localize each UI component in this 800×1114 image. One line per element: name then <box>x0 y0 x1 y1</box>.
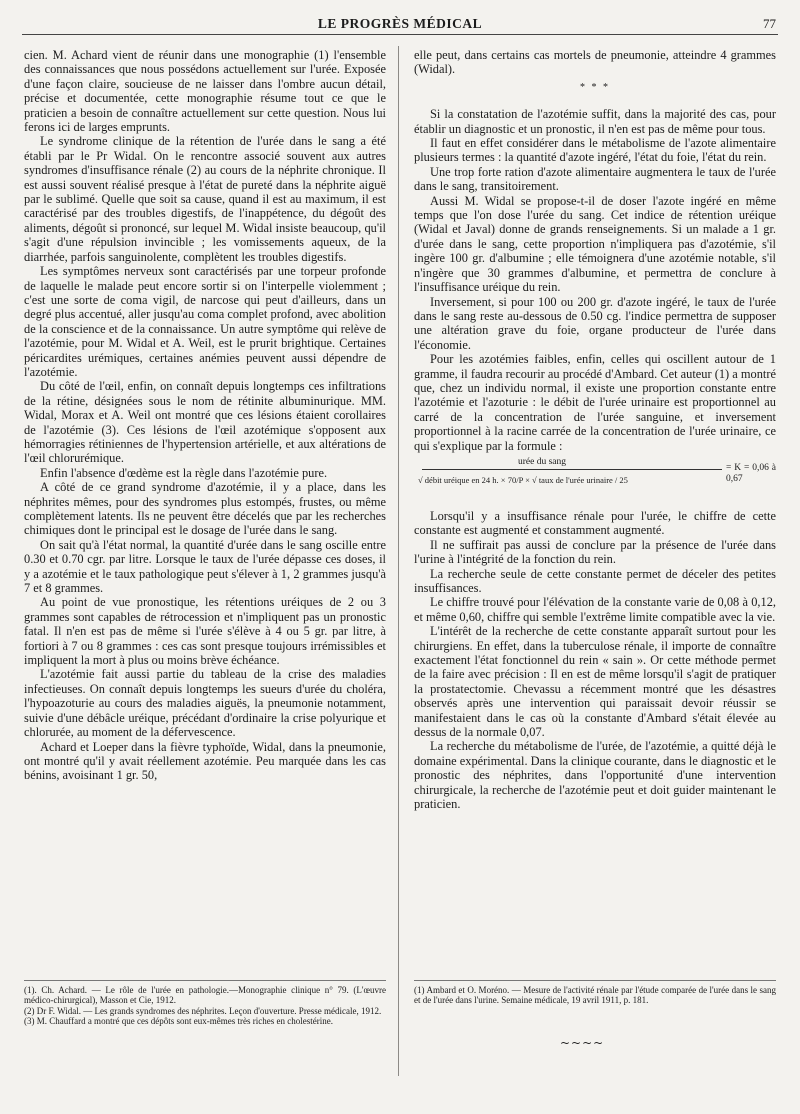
footnote: (1). Ch. Achard. — Le rôle de l'urée en pathologie.—Monographie clinique n° 79. (L'œuvre médico-chirurgical), Masson et Cie, 1912. <box>24 985 386 1006</box>
right-column <box>414 48 776 812</box>
ambard-formula <box>418 457 776 503</box>
footnote: (1) Ambard et O. Moréno. — Mesure de l'activité rénale par l'étude comparée de l'urée dans le sang et de l'urée dans l'urine. Semaine médicale, 19 avril 1911, p. 181. <box>414 985 776 1006</box>
journal-title: LE PROGRÈS MÉDICAL <box>317 16 483 31</box>
paragraph: Si la constatation de l'azotémie suffit, dans la majorité des cas, pour établir un diagnostic et un pronostic, il n'en est pas de même pour tous. <box>414 107 776 136</box>
paragraph: cien. M. Achard vient de réunir dans une monographie (1) l'ensemble des connaissances que nous possédons actuellement sur l'urée. Exposée d'une façon claire, soucieuse de ne laisser dans l'ombre aucun détail, précise et documentée, cette monographie résume tout ce que le praticien a besoin de connaître actuellement sur cette question. Nous lui ferons ici de larges emprunts. <box>24 48 386 135</box>
formula-numerator: urée du sang <box>518 456 567 467</box>
formula-denominator: √ débit uréique en 24 h. × 70/P × √ taux de l'urée urinaire / 25 <box>418 474 628 485</box>
paragraph: Enfin l'absence d'œdème est la règle dans l'azotémie pure. <box>40 465 328 480</box>
paragraph: Aussi M. Widal se propose-t-il de doser l'azote ingéré en même temps que l'on dose l'urée du sang. Cet indice de rétention uréique (Widal et Javal) donne de grands renseignements. Si un malade a 1 gr. d'urée dans le sang, cette proportion n'impliquera pas d'azotémie, s'il ingère 100 gr. d'albumine ; elle témoignera d'une azotémie notable, s'il n'ingère que 30 grammes d'albumine, et permettra de conclure à l'insuffisance uréique du rein. <box>414 193 776 295</box>
footnote: (3) M. Chauffard a montré que ces dépôts sont eux-mêmes très riches en cholestérine. <box>24 1016 333 1027</box>
paragraph: Inversement, si pour 100 ou 200 gr. d'azote ingéré, le taux de l'urée dans le sang reste au-dessous de 0.50 cg. l'indice permettra de supposer une altération grave du foie, organe producteur de l'urée dans l'économie. <box>414 294 776 352</box>
column-divider <box>398 46 399 1076</box>
paragraph: La recherche seule de cette constante permet de déceler des petites insuffisances. <box>414 566 776 595</box>
paragraph: Le chiffre trouvé pour l'élévation de la constante varie de 0,08 à 0,12, et même 0,60, chiffre qui semble l'extrême limite compatible avec la vie. <box>414 595 776 624</box>
left-footnotes <box>24 980 386 1027</box>
end-ornament: ~~~~ <box>560 1036 605 1050</box>
paragraph: Lorsqu'il y a insuffisance rénale pour l'urée, le chiffre de cette constante est augmenté et constamment augmenté. <box>414 508 776 538</box>
paragraph: Du côté de l'œil, enfin, on connaît depuis longtemps ces infiltrations de la rétine, désignées sous le nom de rétinite albuminurique. MM. Widal, Morax et A. Weil ont montré que ces lésions étaient corollaires de l'azotémie (3). Ces lésions de l'œil azotémique s'opposent aux hémorragies rétiniennes de l'hypertension artérielle, et aux altérations de l'œil chlorurémique. <box>24 379 386 466</box>
paragraph: Achard et Loeper dans la fièvre typhoïde, Widal, dans la pneumonie, ont montré qu'il y avait réellement azotémie. Peu marquée dans les cas bénins, avoisinant 1 gr. 50, <box>24 739 386 783</box>
paragraph: Le syndrome clinique de la rétention de l'urée dans le sang a été établi par le Pr Widal. On le rencontre associé souvent aux autres syndromes d'insuffisance rénale (2) au cours de la néphrite chronique. Il est aussi souvent réalisé presque à l'état de pureté dans la néphrite aiguë par le sublimé. Quelle que soit sa cause, quand il est au maximum, il est caractérisé par des troubles digestifs, de l'inappétence, du dégoût des aliments, dégoût si prononcé, sur lequel M. Widal insiste beaucoup, qu'il s'agit d'une répulsion invincible ; les vomissements aqueux, de la diarrhée, parfois sanguinolente, complètent les troubles digestifs. <box>24 134 386 264</box>
paragraph: Les symptômes nerveux sont caractérisés par une torpeur profonde de laquelle le malade peut encore sortir si on l'interpelle violemment ; c'est une sorte de coma vigil, de narcose qui peut d'ailleurs, dans un degré plus accentué, aller jusqu'au coma complet profond, avec abolition de la conscience et de la connaissance. Un autre symptôme qui relève de l'azotémie, pour M. Widal et A. Weil, est le prurit brightique. Certaines péricardites urémiques, certaines anémies peuvent aussi dépendre de l'azotémie. <box>24 264 386 379</box>
page-header <box>22 14 778 35</box>
paragraph: Il faut en effet considérer dans le métabolisme de l'azote alimentaire plusieurs termes : la quantité d'azote ingéré, l'état du foie, l'état du rein. <box>414 136 776 165</box>
paragraph: elle peut, dans certains cas mortels de pneumonie, atteindre 4 grammes (Widal). <box>414 48 776 77</box>
page-number: 77 <box>763 16 776 31</box>
footnote: (2) Dr F. Widal. — Les grands syndromes des néphrites. Leçon d'ouverture. Presse médicale, 1912. <box>24 1005 382 1016</box>
paragraph: L'intérêt de la recherche de cette constante apparaît surtout pour les chirurgiens. En effet, dans la tuberculose rénale, il importe de connaître exactement l'état fonctionnel du rein « sain ». Or cette méthode permet de la faire avec précision : Il en est de même lorsqu'il s'agit de pratiquer la prostatectomie. Chevassu a récemment montré que les désastres observés après une intervention qui paraissait devoir réussir se manifestaient dans le cas où la constante d'Ambard s'était élevée au dessus de la normale 0,07. <box>414 624 776 740</box>
left-column <box>24 48 386 783</box>
formula-result: = K = 0,06 à 0,67 <box>726 462 776 484</box>
section-asterism: * * * <box>580 81 610 93</box>
paragraph: A côté de ce grand syndrome d'azotémie, il y a place, dans les néphrites mêmes, pour des syndromes plus estompés, frustes, ou même complètement latents. Ils ne peuvent être décelés que par les recherches chimiques dont le principal est le dosage de l'urée dans le sang. <box>24 480 386 538</box>
paragraph: L'azotémie fait aussi partie du tableau de la crise des maladies infectieuses. On connaît depuis longtemps les sueurs d'urée du choléra, l'hypoazoturie au cours des maladies aiguës, la pneumonie notamment, suivie d'une débâcle uréique, précédant d'ordinaire la crise polyurique et chlorurée, au moment de la défervescence. <box>24 667 386 740</box>
paragraph: Au point de vue pronostique, les rétentions uréiques de 2 ou 3 grammes sont capables de rétrocession et n'impliquent pas un pronostic fatal. Il n'en est pas de même si l'urée s'élève à 4 ou 5 gr. par litre, à fortiori à 7 ou 8 grammes : ces cas sont presque toujours irrémissibles et impliquent la mort à plus ou moins brève échéance. <box>24 595 386 668</box>
right-footnotes <box>414 980 776 1006</box>
paragraph: La recherche du métabolisme de l'urée, de l'azotémie, a quitté déjà le domaine expérimental. Dans la clinique courante, dans le diagnostic et le pronostic des néphrites, dans l'opportunité d'une intervention chirurgicale, la recherche de l'azotémie peut et doit guider maintenant le praticien. <box>414 739 776 812</box>
paragraph: Il ne suffirait pas aussi de conclure par la présence de l'urée dans l'urine à l'intégrité de la fonction du rein. <box>414 537 776 567</box>
paragraph: Une trop forte ration d'azote alimentaire augmentera le taux de l'urée dans le sang, transitoirement. <box>414 164 776 194</box>
paragraph: On sait qu'à l'état normal, la quantité d'urée dans le sang oscille entre 0.30 et 0.70 cgr. par litre. Lorsque le taux de l'urée dépasse ces doses, il y a azotémie et le taux pathologique peut s'élever à 1, 2 grammes jusqu'à 7 et 8 grammes. <box>24 537 386 596</box>
formula-fraction-bar <box>422 469 722 470</box>
paragraph: Pour les azotémies faibles, enfin, celles qui oscillent autour de 1 gramme, il faudra recourir au procédé d'Ambard. Cet auteur (1) a montré que, chez un individu normal, il existe une proportion constante entre l'azotémie et l'azoturie : le débit de l'urée urinaire est proportionnel au carré de la concentration de l'urée sanguine, et inversement proportionnel à la racine carrée de la concentration de l'urée urinaire, ce qui s'explique par la formule : <box>414 352 776 453</box>
